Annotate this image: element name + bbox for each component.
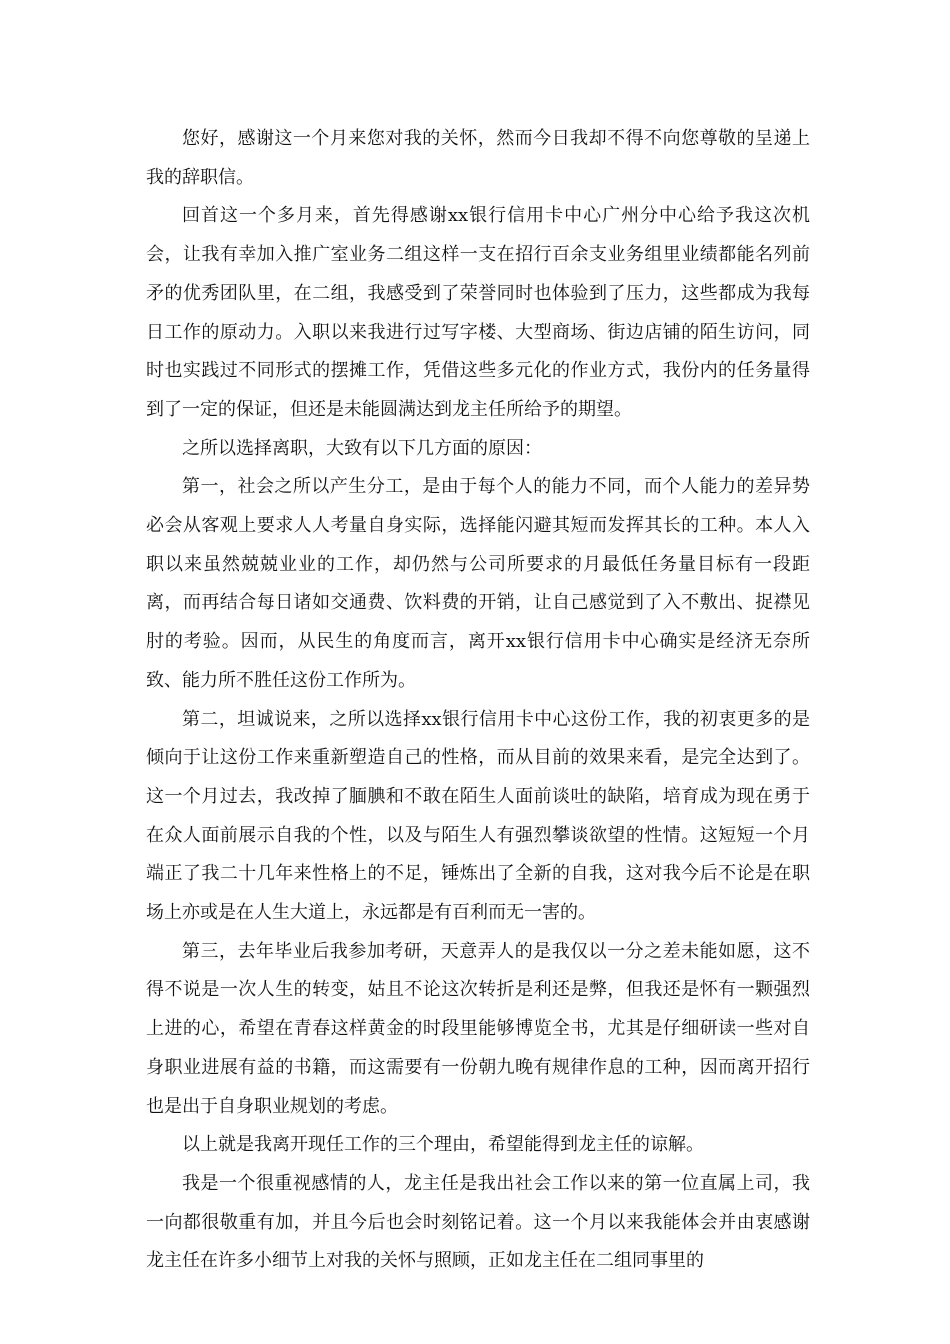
paragraph-greeting: 您好，感谢这一个月来您对我的关怀，然而今日我却不得不向您尊敬的呈递上我的辞职信。 xyxy=(146,128,810,188)
paragraph-reasons-intro: 之所以选择离职，大致有以下几方面的原因： xyxy=(182,437,542,459)
paragraph-retrospect: 回首这一个多月来，首先得感谢xx银行信用卡中心广州分中心给予我这次机会，让我有幸加入推广室业务二组这样一支在招行百余支业务组里业绩都能名列前矛的优秀团队里，在二组，我感受到了荣誉同时也体验到了压力，这些都成为我每日工作的原动力。入职以来我进行过写字楼、大型商场、街边店铺的陌生访问，同时也实践过不同形式的摆摊工作，凭借这些多元化的作业方式，我份内的任务量得到了一定的保证，但还是未能圆满达到龙主任所给予的期望。 xyxy=(146,205,810,420)
paragraph-reason-one: 第一，社会之所以产生分工，是由于每个人的能力不同，而个人能力的差异势必会从客观上要求人人考量自身实际，选择能闪避其短而发挥其长的工种。本人入职以来虽然兢兢业业的工作，却仍然与公司所要求的月最低任务量目标有一段距离，而再结合每日诸如交通费、饮料费的开销，让自己感觉到了入不敷出、捉襟见肘的考验。因而，从民生的角度而言，离开xx银行信用卡中心确实是经济无奈所致、能力所不胜任这份工作所为。 xyxy=(146,476,810,691)
paragraph-gratitude: 我是一个很重视感情的人，龙主任是我出社会工作以来的第一位直属上司，我一向都很敬重有加，并且今后也会时刻铭记着。这一个月以来我能体会并由衷感谢龙主任在许多小细节上对我的关怀与照顾，正如龙主任在二组同事里的 xyxy=(146,1172,810,1272)
paragraph-reason-two: 第二，坦诚说来，之所以选择xx银行信用卡中心这份工作，我的初衷更多的是倾向于让这份工作来重新塑造自己的性格，而从目前的效果来看，是完全达到了。这一个月过去，我改掉了腼腆和不敢在陌生人面前谈吐的缺陷，培育成为现在勇于在众人面前展示自我的个性，以及与陌生人有强烈攀谈欲望的性情。这短短一个月端正了我二十几年来性格上的不足，锤炼出了全新的自我，这对我今后不论是在职场上亦或是在人生大道上，永远都是有百利而无一害的。 xyxy=(146,708,810,924)
paragraph-reason-three: 第三，去年毕业后我参加考研，天意弄人的是我仅以一分之差未能如愿，这不得不说是一次人生的转变，姑且不论这次转折是利还是弊，但我还是怀有一颗强烈上进的心，希望在青春这样黄金的时段里能够博览全书，尤其是仔细研读一些对自身职业进展有益的书籍，而这需要有一份朝九晚有规律作息的工种，因而离开招行也是出于自身职业规划的考虑。 xyxy=(146,940,810,1117)
paragraph-summary: 以上就是我离开现任工作的三个理由，希望能得到龙主任的谅解。 xyxy=(182,1134,704,1156)
letter-body xyxy=(146,120,810,1281)
